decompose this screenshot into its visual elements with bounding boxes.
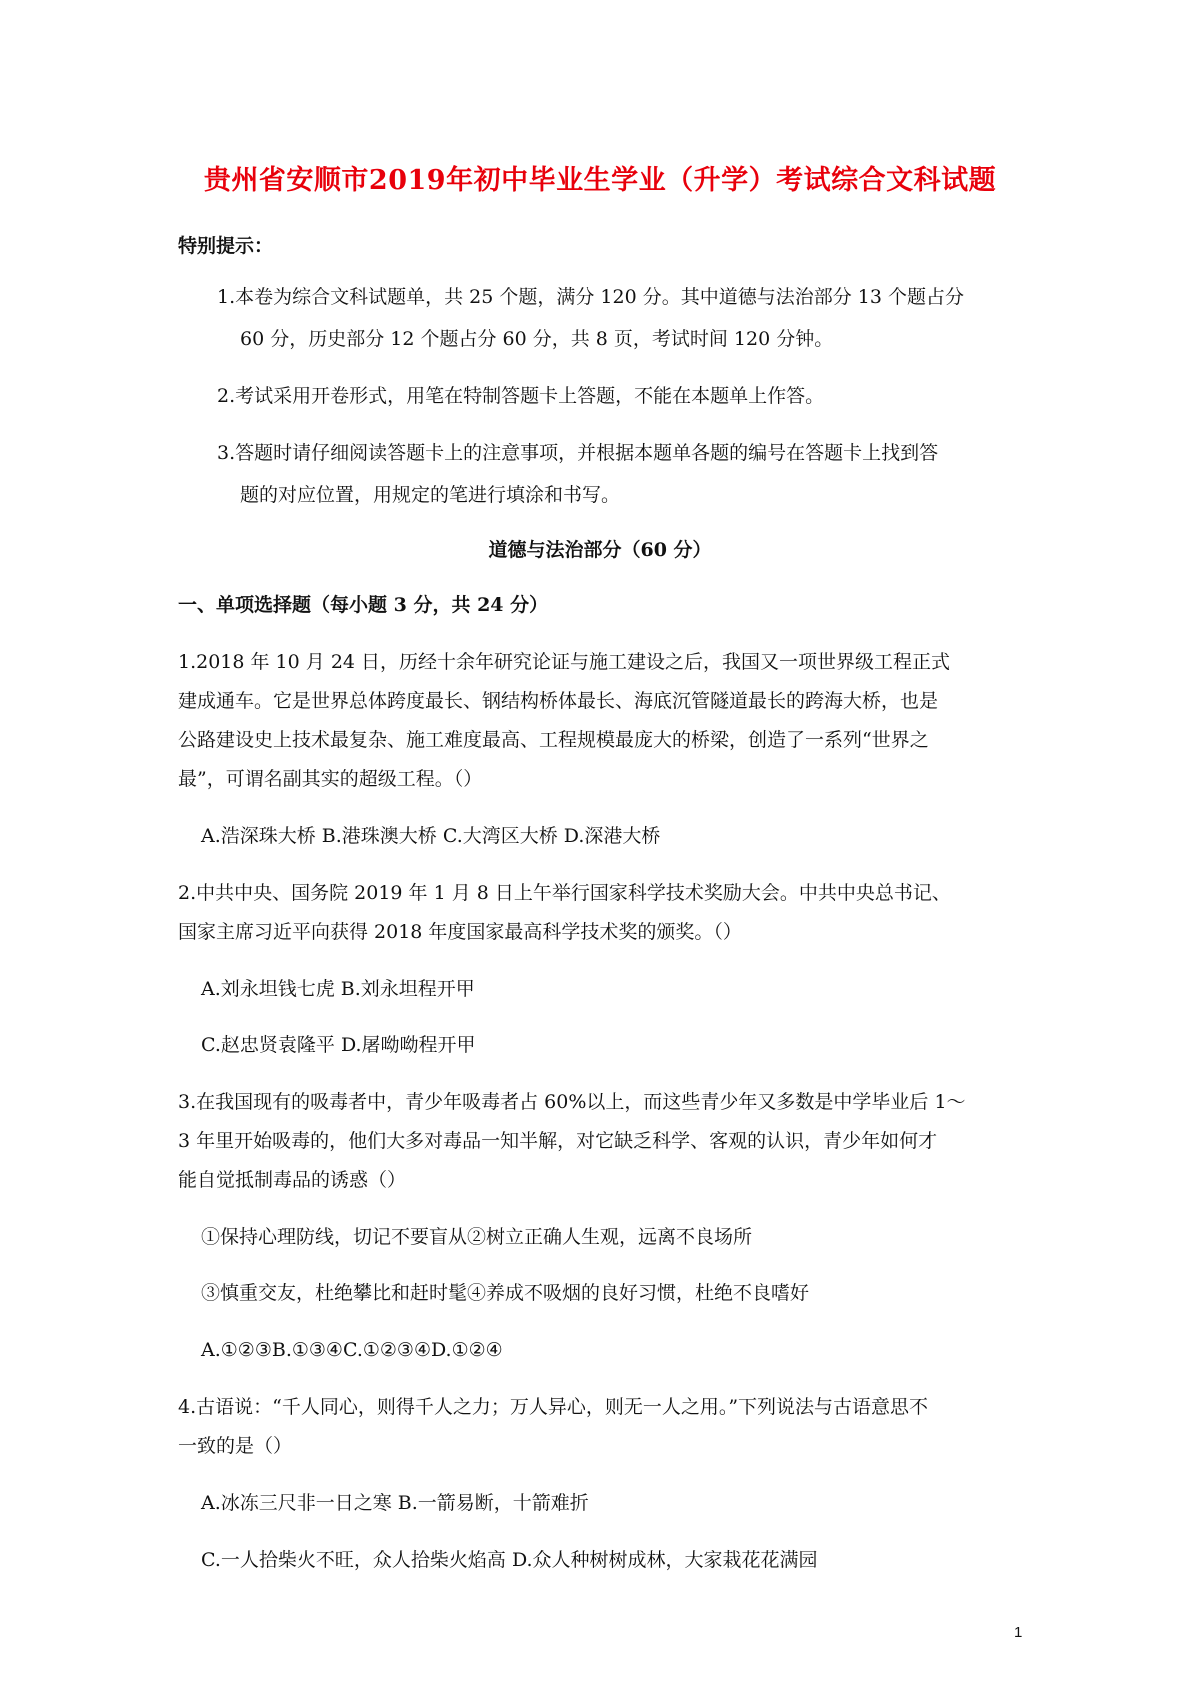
question-1-options: A.浩深珠大桥 B.港珠澳大桥 C.大湾区大桥 D.深港大桥 [201,825,661,847]
question-4-options-2: C.一人拾柴火不旺，众人拾柴火焰高 D.众人种树树成林，大家栽花花满园 [201,1549,818,1571]
question-2-options-1: A.刘永坦钱七虎 B.刘永坦程开甲 [201,978,475,1000]
question-4-line-1: 4.古语说：“千人同心，则得千人之力；万人异心，则无一人之用。”下列说法与古语意思不 [178,1396,929,1418]
question-3-statement-1: ①保持心理防线，切记不要盲从②树立正确人生观，远离不良场所 [201,1226,753,1248]
question-1-line-4: 最”，可谓名副其实的超级工程。（） [178,768,483,790]
notice-item-1-line-2: 60 分，历史部分 12 个题占分 60 分，共 8 页，考试时间 120 分钟。 [240,328,834,350]
page-number: 1 [1014,1624,1023,1641]
question-1-line-2: 建成通车。它是世界总体跨度最长、钢结构桥体最长、海底沉管隧道最长的跨海大桥，也是 [178,690,939,712]
question-3-line-2: 3 年里开始吸毒的，他们大多对毒品一知半解，对它缺乏科学、客观的认识，青少年如何才 [178,1130,938,1152]
question-2-options-2: C.赵忠贤袁隆平 D.屠呦呦程开甲 [201,1034,476,1056]
question-3-options: A.①②③B.①③④C.①②③④D.①②④ [201,1339,503,1361]
question-2-line-2: 国家主席习近平向获得 2018 年度国家最高科学技术奖的颁奖。（） [178,921,742,943]
question-3-line-1: 3.在我国现有的吸毒者中，青少年吸毒者占 60%以上，而这些青少年又多数是中学毕业后 1～ [178,1091,966,1113]
question-3-line-3: 能自觉抵制毒品的诱惑（） [178,1169,407,1191]
question-4-options-1: A.冰冻三尺非一日之寒 B.一箭易断，十箭难折 [201,1492,589,1514]
question-1-line-3: 公路建设史上技术最复杂、施工难度最高、工程规模最庞大的桥梁，创造了一系列“世界之 [178,729,929,751]
notice-item-3-line-1: 3.答题时请仔细阅读答题卡上的注意事项，并根据本题单各题的编号在答题卡上找到答 [217,442,939,464]
question-1-line-1: 1.2018 年 10 月 24 日，历经十余年研究论证与施工建设之后，我国又一项世界级工程正式 [178,651,951,673]
notice-item-1-line-1: 1.本卷为综合文科试题单，共 25 个题，满分 120 分。其中道德与法治部分 13 个题占分 [217,286,964,308]
page-title: 贵州省安顺市2019年初中毕业生学业（升学）考试综合文科试题 [203,165,997,196]
notice-item-3-line-2: 题的对应位置，用规定的笔进行填涂和书写。 [240,484,621,506]
section-title: 道德与法治部分（60 分） [488,539,712,561]
question-3-statement-2: ③慎重交友，杜绝攀比和赶时髦④养成不吸烟的良好习惯，杜绝不良嗜好 [201,1282,810,1304]
question-2-line-1: 2.中共中央、国务院 2019 年 1 月 8 日上午举行国家科学技术奖励大会。中共中央总书记、 [178,882,951,904]
question-4-line-2: 一致的是（） [178,1435,293,1457]
part-heading: 一、单项选择题（每小题 3 分，共 24 分） [178,594,549,616]
notice-item-2: 2.考试采用开卷形式，用笔在特制答题卡上答题，不能在本题单上作答。 [217,385,825,407]
notice-heading: 特别提示： [178,235,274,257]
